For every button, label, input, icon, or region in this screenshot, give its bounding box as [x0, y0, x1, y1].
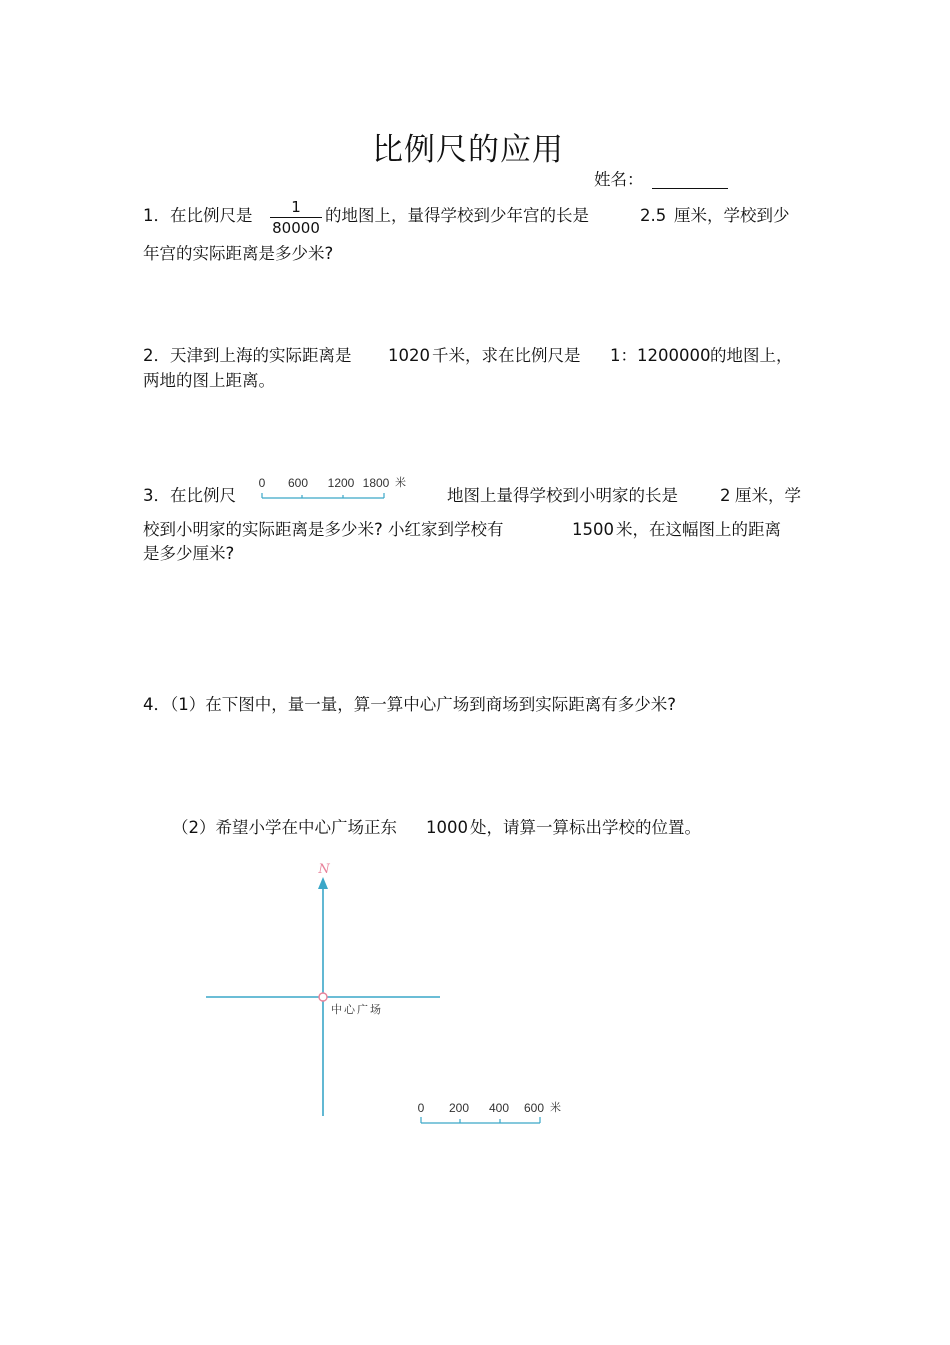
map-scale-unit: 米 — [550, 1101, 561, 1114]
q3-scale-unit: 米 — [395, 476, 406, 489]
q3-mid: 地图上量得学校到小明家的长是 — [447, 486, 678, 505]
q3-line2-pre: 校到小明家的实际距离是多少米? 小红家到学校有 — [143, 520, 504, 539]
q3-post: 厘米，学 — [735, 486, 801, 505]
q4-part2-post: 处，请算一算标出学校的位置。 — [470, 818, 701, 837]
q3-scale-label: 1200 — [327, 476, 355, 490]
q2-pre: 2．天津到上海的实际距离是 — [143, 346, 352, 365]
map-diagram — [200, 858, 600, 1133]
q1-post: 厘米，学校到少 — [674, 206, 790, 225]
q4-part2-pre: （2）希望小学在中心广场正东 — [172, 818, 397, 837]
q3-line2-value: 1500 — [572, 520, 614, 539]
q3-scale-label: 1800 — [362, 476, 390, 490]
q1-fraction-numerator: 1 — [291, 198, 301, 216]
q3-line3: 是多少厘米? — [143, 544, 235, 563]
name-blank[interactable] — [652, 188, 728, 189]
q3-scale-label: 600 — [287, 476, 309, 490]
q2-mid: 千米，求在比例尺是 — [432, 346, 581, 365]
map-scale-label: 200 — [448, 1101, 470, 1115]
north-arrow-icon — [318, 877, 328, 889]
map-scale-label: 600 — [523, 1101, 545, 1115]
q2-post: 的地图上， — [710, 346, 793, 365]
q1-pre: 1．在比例尺是 — [143, 206, 253, 225]
q3-pre: 3．在比例尺 — [143, 486, 236, 505]
center-plaza-label: 中心广场 — [331, 1003, 383, 1016]
q2-ratio: 1：1200000 — [610, 346, 711, 365]
q2-value: 1020 — [388, 346, 430, 365]
name-label: 姓名： — [594, 170, 644, 189]
q3-scale-label: 0 — [258, 476, 266, 490]
q1-line2: 年宫的实际距离是多少米? — [143, 244, 334, 263]
q1-fraction-denominator: 80000 — [272, 219, 320, 237]
q1-mid: 的地图上，量得学校到少年宫的长是 — [325, 206, 589, 225]
q2-line2: 两地的图上距离。 — [143, 371, 275, 390]
q1-fraction-bar — [270, 217, 322, 218]
q4-part2-value: 1000 — [426, 818, 468, 837]
q3-value: 2 — [720, 486, 731, 505]
q1-fraction — [270, 198, 322, 237]
q3-line2-post: 米，在这幅图上的距离 — [616, 520, 781, 539]
map-scale-label: 0 — [417, 1101, 425, 1115]
q1-value: 2.5 — [640, 206, 667, 225]
map-scale-label: 400 — [488, 1101, 510, 1115]
page-title: 比例尺的应用 — [372, 132, 564, 168]
q3-scale-bar — [258, 474, 408, 504]
center-plaza-marker — [319, 993, 327, 1001]
north-label: N — [318, 862, 330, 877]
q4-part1: 4．（1）在下图中，量一量，算一算中心广场到商场到实际距离有多少米? — [143, 695, 677, 714]
